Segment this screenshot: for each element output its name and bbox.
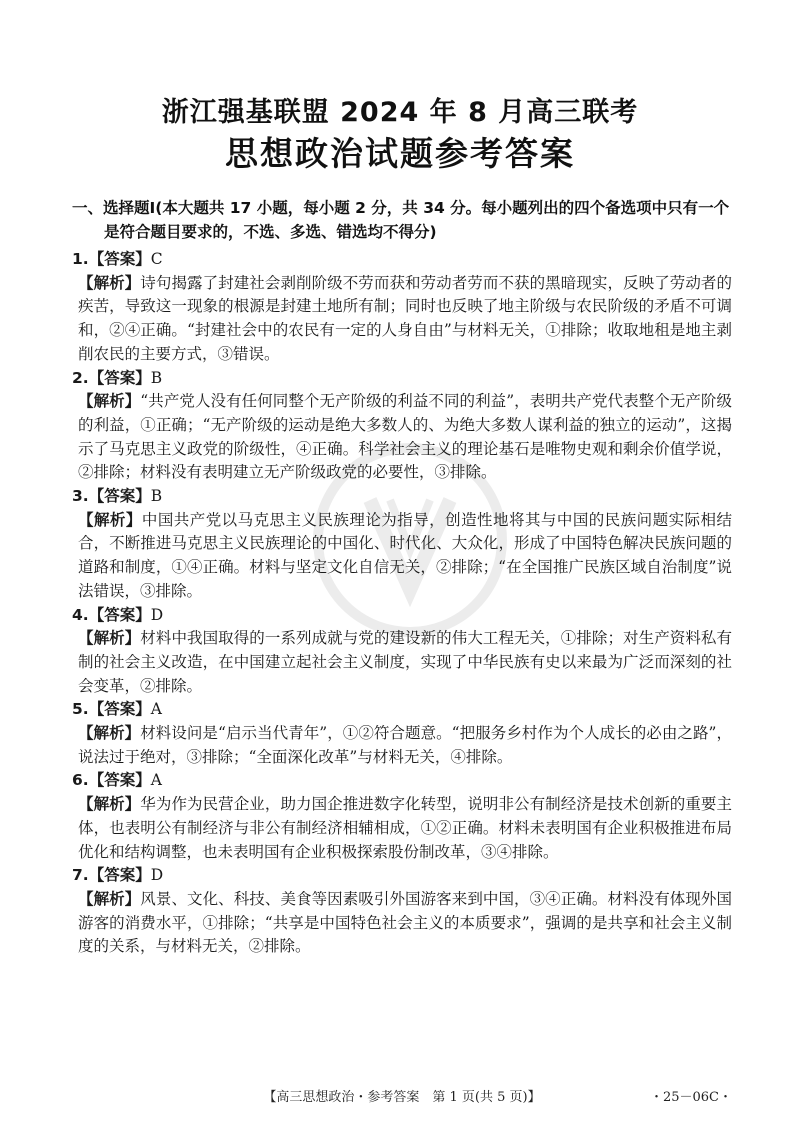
footer-page-info: 【高三思想政治・参考答案 第 1 页(共 5 页)】: [263, 1090, 541, 1105]
question-item: [72, 367, 732, 486]
answer-label: 【答案】: [88, 250, 151, 268]
answer-line: [72, 769, 732, 793]
answer-label: 【答案】: [88, 368, 151, 387]
analysis-text: “共产党人没有任何同整个无产阶级的利益不同的利益”，表明共产党代表整个无产阶级的利益，①正确；“无产阶级的运动是绝大多数人的、为绝大多数人谋利益的独立的运动”，这揭示了马克思主义政党的阶级性，④正确。科学社会主义的理论基石是唯物史观和剩余价值学说，②排除；材料没有表明建立无产阶级政党的必要性，③排除。: [78, 392, 732, 482]
section-heading: [72, 196, 732, 244]
analysis-paragraph: [72, 390, 732, 485]
question-item: [72, 698, 732, 769]
section-heading-line2: 是符合题目要求的，不选、多选、错选均不得分): [104, 223, 437, 241]
analysis-text: 中国共产党以马克思主义民族理论为指导，创造性地将其与中国的民族问题实际相结合，不断推进马克思主义民族理论的中国化、时代化、大众化，形成了中国特色解决民族问题的道路和制度，①④正确。材料与坚定文化自信无关，②排除；“在全国推广民族区域自治制度”说法错误，③排除。: [78, 510, 732, 600]
question-number: 2.: [72, 368, 89, 387]
analysis-label: 【解析】: [78, 392, 141, 411]
answer-line: [72, 485, 732, 509]
analysis-text: 华为作为民营企业，助力国企推进数字化转型，说明非公有制经济是技术创新的重要主体，也表明公有制经济与非公有制经济相辅相成，①②正确。材料未表明国有企业积极推进布局优化和结构调整，也未表明国有企业积极探索股份制改革，③④排除。: [78, 795, 732, 861]
answer-line: [72, 367, 732, 391]
answer-value: C: [150, 250, 163, 268]
answer-label: 【答案】: [88, 487, 151, 506]
analysis-label: 【解析】: [78, 889, 141, 908]
question-number: 1.: [72, 250, 89, 268]
footer-code: ・25－06C・: [649, 1090, 732, 1105]
analysis-label: 【解析】: [78, 510, 142, 529]
answer-value: D: [150, 866, 164, 885]
answer-label: 【答案】: [88, 771, 151, 790]
question-item: [72, 485, 732, 604]
question-number: 5.: [72, 700, 89, 719]
answer-value: A: [150, 700, 162, 719]
document-title: 思想政治试题参考答案: [225, 134, 575, 173]
question-number: 4.: [72, 605, 89, 624]
analysis-paragraph: [72, 888, 732, 959]
question-number: 3.: [72, 487, 89, 506]
analysis-paragraph: [72, 509, 732, 604]
analysis-label: 【解析】: [78, 724, 141, 743]
answer-line: [72, 604, 732, 628]
exam-title: 浙江强基联盟 2024 年 8 月高三联考: [161, 97, 639, 128]
question-item: [72, 864, 732, 959]
page-footer: [72, 1086, 732, 1108]
analysis-paragraph: [72, 272, 732, 367]
question-item: [72, 248, 732, 367]
question-item: [72, 604, 732, 699]
answer-value: D: [150, 605, 164, 624]
analysis-text: 诗句揭露了封建社会剥削阶级不劳而获和劳动者劳而不获的黑暗现实，反映了劳动者的疾苦，导致这一现象的根源是封建土地所有制；同时也反映了地主阶级与农民阶级的矛盾不可调和，②④正确。“封建社会中的农民有一定的人身自由”与材料无关，①排除；收取地租是地主剥削农民的主要方式，③错误。: [78, 273, 732, 363]
question-item: [72, 769, 732, 864]
analysis-paragraph: [72, 793, 732, 864]
analysis-text: 材料设问是“启示当代青年”，①②符合题意。“把服务乡村作为个人成长的必由之路”，说法过于绝对，③排除；“全面深化改革”与材料无关，④排除。: [78, 724, 732, 766]
analysis-label: 【解析】: [78, 629, 141, 648]
analysis-paragraph: [72, 627, 732, 698]
analysis-paragraph: [72, 722, 732, 769]
analysis-label: 【解析】: [78, 795, 141, 814]
analysis-label: 【解析】: [78, 273, 141, 292]
answer-label: 【答案】: [88, 866, 151, 885]
question-number: 7.: [72, 866, 89, 885]
section-heading-line1: 一、选择题Ⅰ(本大题共 17 小题，每小题 2 分，共 34 分。每小题列出的四个备选项中只有一个: [72, 199, 730, 217]
answer-line: [72, 698, 732, 722]
answer-value: B: [150, 487, 163, 506]
answer-line: [72, 248, 732, 272]
answer-label: 【答案】: [88, 605, 151, 624]
answer-label: 【答案】: [88, 700, 151, 719]
answer-value: B: [150, 368, 163, 387]
question-number: 6.: [72, 771, 89, 790]
questions-list: [72, 248, 732, 959]
answer-line: [72, 864, 732, 888]
answer-value: A: [150, 771, 162, 790]
analysis-text: 风景、文化、科技、美食等因素吸引外国游客来到中国，③④正确。材料没有体现外国游客的消费水平，①排除；“共享是中国特色社会主义的本质要求”，强调的是共享和社会主义制度的关系，与材料无关，②排除。: [78, 889, 732, 956]
analysis-text: 材料中我国取得的一系列成就与党的建设新的伟大工程无关，①排除；对生产资料私有制的社会主义改造，在中国建立起社会主义制度，实现了中华民族有史以来最为广泛而深刻的社会变革，②排除。: [78, 629, 732, 695]
